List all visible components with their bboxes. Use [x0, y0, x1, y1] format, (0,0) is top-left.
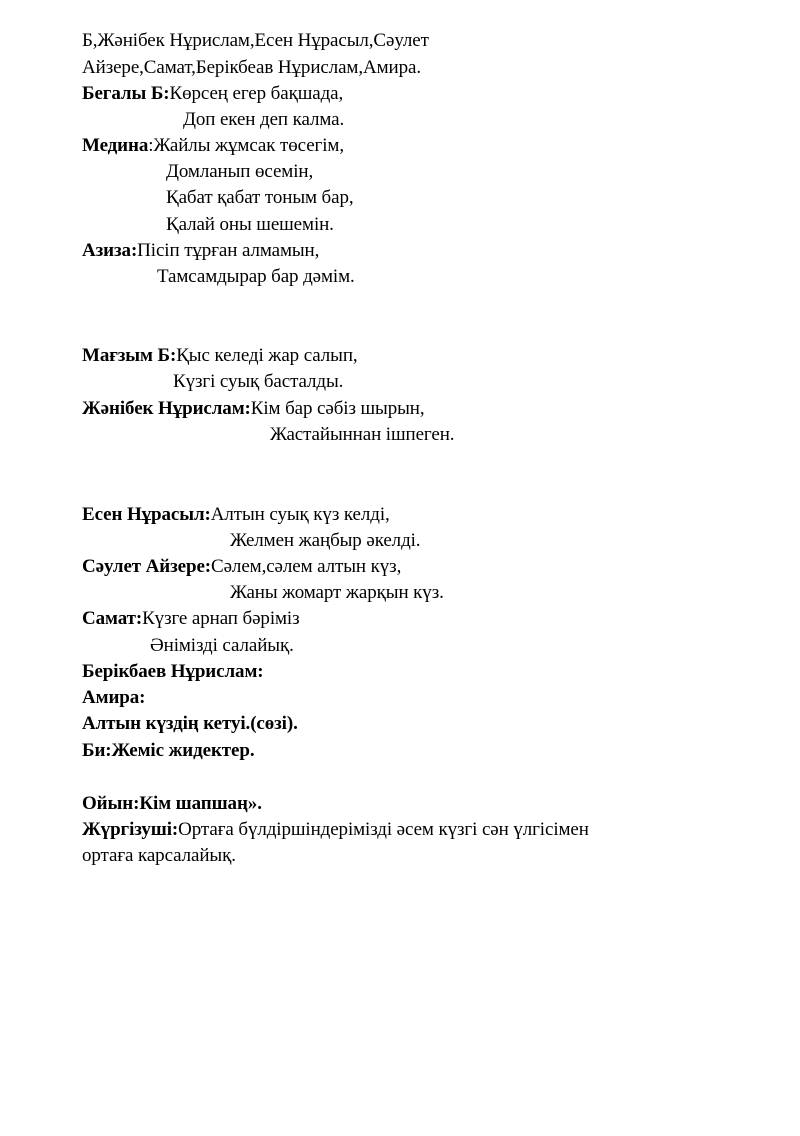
speaker-name: Медина — [82, 135, 149, 156]
samat-line-2: Әнімізді салайық. — [150, 635, 294, 656]
intro-line-1: Б,Жәнібек Нұрислам,Есен Нұрасыл,Сәулет — [82, 30, 429, 51]
game-line: Ойын:Кім шапшаң». — [82, 793, 262, 814]
esen-line-2: Желмен жаңбыр әкелді. — [230, 530, 421, 551]
samat-line-1: Самат:Күзге арнап бәріміз — [82, 608, 300, 629]
intro-line-2: Айзере,Самат,Берікбеав Нұрислам,Амира. — [82, 57, 421, 78]
altyn-kuz-line: Алтын күздің кетуі.(сөзі). — [82, 713, 298, 734]
aziza-line-1: Азиза:Пісіп тұрған алмамын, — [82, 240, 320, 261]
speaker-name: Бегалы Б: — [82, 83, 170, 104]
aziza-line-2: Тамсамдырар бар дәмім. — [157, 266, 355, 287]
berikbaev-line — [82, 661, 264, 683]
speaker-name: Берікбаев Нұрислам: — [82, 661, 264, 682]
speaker-name: Амира: — [82, 687, 146, 708]
zhanibek-line-1: Жәнібек Нұрислам:Кім бар сәбіз шырын, — [82, 398, 425, 419]
magzym-line-2: Күзгі суық басталды. — [173, 371, 344, 392]
host-line-2: ортаға карсалайық. — [82, 845, 236, 866]
medina-line-3: Қабат қабат тоным бар, — [166, 187, 354, 208]
dance-line: Би:Жеміс жидектер. — [82, 740, 255, 761]
speaker-name: Есен Нұрасыл: — [82, 504, 211, 525]
speaker-name: Самат: — [82, 608, 143, 629]
speaker-name: Азиза: — [82, 240, 138, 261]
begaly-line-2: Доп екен деп калма. — [183, 109, 345, 130]
esen-line-1: Есен Нұрасыл:Алтын суық күз келді, — [82, 504, 390, 525]
medina-line-1: Медина:Жайлы жұмсак төсегім, — [82, 135, 344, 156]
magzym-line-1: Мағзым Б:Қыс келеді жар салып, — [82, 345, 358, 366]
medina-line-2: Домланып өсемін, — [166, 161, 314, 182]
zhanibek-line-2: Жастайыннан ішпеген. — [270, 424, 455, 445]
speaker-name: Жәнібек Нұрислам: — [82, 398, 251, 419]
begaly-line-1: Бегалы Б:Көрсең егер бақшада, — [82, 83, 344, 104]
saulet-line-1: Сәулет Айзере:Сәлем,сәлем алтын күз, — [82, 556, 402, 577]
saulet-line-2: Жаны жомарт жарқын күз. — [230, 582, 444, 603]
host-line-1: Жүргізуші:Ортаға бүлдіршіндерімізді әсем күзгі сән үлгісімен — [82, 819, 589, 840]
amira-line — [82, 687, 145, 709]
speaker-name: Мағзым Б: — [82, 345, 177, 366]
medina-line-4: Қалай оны шешемін. — [166, 214, 334, 235]
speaker-name: Сәулет Айзере: — [82, 556, 212, 577]
speaker-name: Жүргізуші: — [82, 819, 179, 840]
